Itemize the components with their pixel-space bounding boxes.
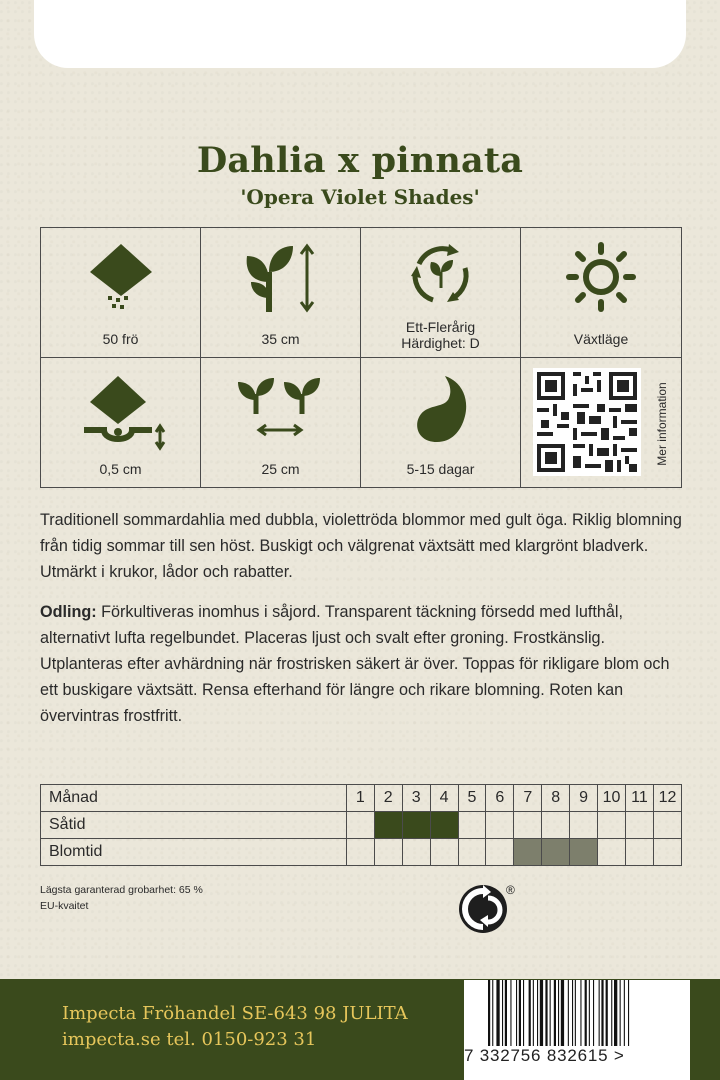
- barcode-bar: [488, 980, 490, 1046]
- barcode-bar: [523, 980, 524, 1046]
- barcode-bar: [572, 980, 573, 1046]
- barcode-number: 7 332756 832615 >: [464, 1046, 625, 1065]
- barcode-bars: [486, 980, 674, 1046]
- more-info-label: Mer information: [655, 381, 669, 466]
- calendar-cell: [514, 812, 542, 839]
- barcode-bar: [580, 980, 581, 1046]
- month-number: 6: [486, 785, 514, 812]
- barcode-bar: [558, 980, 559, 1046]
- barcode-bar: [496, 980, 499, 1046]
- calendar-cell: [486, 839, 514, 866]
- info-cell-depth: [41, 358, 201, 488]
- barcode-bar: [611, 980, 612, 1046]
- info-cell-lifecycle: [361, 228, 521, 358]
- life-cycle-label: [361, 319, 520, 351]
- life-cycle-icon: [409, 242, 473, 306]
- calendar-row-label: Såtid: [41, 812, 347, 839]
- germination-guarantee: Lägsta garanterad grobarhet: 65 %: [40, 884, 203, 896]
- calendar-header-row: [41, 785, 682, 812]
- position-label: Växtläge: [573, 330, 629, 347]
- month-number: 12: [653, 785, 681, 812]
- hardiness-text: Härdighet: D: [401, 334, 480, 351]
- calendar-cell: [514, 839, 542, 866]
- barcode-bar: [492, 980, 493, 1046]
- calendar-cell: [486, 812, 514, 839]
- sowing-calendar: [40, 784, 682, 866]
- calendar-cell: [570, 839, 598, 866]
- calendar-cell: [625, 839, 653, 866]
- barcode-bar: [550, 980, 551, 1046]
- calendar-cell: [653, 812, 681, 839]
- cultivation-body: Förkultiveras inomhus i såjord. Transparent täckning försedd med lufthål, alternativt lufta regelbundet. Placeras ljust och svalt efter groning. Frostkänslig. Utplanteras efter avhärdning när frostrisken säkert är över. Toppas för rikligare blom och ett buskigare växtsätt. Rensa efterhand för längre och rikare blomning. Roten kan övervintras frostfritt.: [40, 603, 670, 725]
- calendar-cell: [458, 812, 486, 839]
- calendar-cell: [346, 812, 374, 839]
- month-header-label: Månad: [41, 785, 347, 812]
- seed-count-label: 50 frö: [102, 330, 139, 347]
- plant-spacing-label: 25 cm: [261, 461, 300, 477]
- barcode-bar: [593, 980, 594, 1046]
- barcode-bar: [561, 980, 564, 1046]
- barcode-bar: [505, 980, 507, 1046]
- barcode-bar: [516, 980, 517, 1046]
- sun-icon: [566, 242, 636, 312]
- calendar-cell: [458, 839, 486, 866]
- spacing-icon: [236, 372, 326, 442]
- calendar-row-flowering: [41, 839, 682, 866]
- germination-icon: [411, 372, 471, 444]
- calendar-row-sowing: [41, 812, 682, 839]
- germination-time-label: 5-15 dagar: [406, 461, 475, 477]
- barcode-bar: [545, 980, 547, 1046]
- barcode-bar: [589, 980, 590, 1046]
- calendar-cell: [430, 839, 458, 866]
- calendar-cell: [542, 812, 570, 839]
- calendar-cell: [542, 839, 570, 866]
- barcode-bar: [575, 980, 576, 1046]
- quality-note: EU-kvaitet: [40, 900, 89, 912]
- calendar-cell: [402, 839, 430, 866]
- month-number: 4: [430, 785, 458, 812]
- calendar-cell: [402, 812, 430, 839]
- life-cycle-text: Ett-Flerårig: [405, 318, 476, 335]
- plant-height-icon: [241, 242, 321, 314]
- barcode-bar: [628, 980, 629, 1046]
- info-cell-height: [201, 228, 361, 358]
- calendar-cell: [598, 839, 626, 866]
- cultivation-heading: Odling:: [40, 603, 97, 621]
- barcode-bar: [519, 980, 521, 1046]
- plant-height-label: 35 cm: [261, 330, 300, 347]
- calendar-cell: [430, 812, 458, 839]
- month-number: 1: [346, 785, 374, 812]
- calendar-cell: [598, 812, 626, 839]
- company-address: Impecta Fröhandel SE-643 98 JULITA: [62, 1003, 408, 1024]
- cultivation-text: [40, 599, 690, 729]
- page-title: Dahlia x pinnata: [196, 140, 524, 181]
- barcode-bar: [599, 980, 600, 1046]
- info-grid: [40, 227, 682, 488]
- barcode-bar: [537, 980, 538, 1046]
- info-cell-qr[interactable]: [521, 358, 681, 488]
- barcode-bar: [620, 980, 621, 1046]
- info-cell-seeds: [41, 228, 201, 358]
- info-cell-position: [521, 228, 681, 358]
- qr-code-icon[interactable]: [533, 368, 641, 476]
- barcode-bar: [529, 980, 531, 1046]
- month-number: 8: [542, 785, 570, 812]
- info-cell-spacing: [201, 358, 361, 488]
- calendar-cell: [346, 839, 374, 866]
- company-contact: impecta.se tel. 0150-923 31: [62, 1029, 317, 1050]
- sowing-depth-icon: [76, 372, 166, 452]
- month-number: 3: [402, 785, 430, 812]
- calendar-cell: [374, 839, 402, 866]
- barcode-bar: [614, 980, 617, 1046]
- registered-mark: ®: [506, 883, 515, 897]
- hang-hole: [34, 0, 686, 68]
- barcode-bar: [585, 980, 587, 1046]
- month-number: 10: [598, 785, 626, 812]
- barcode-bar: [568, 980, 569, 1046]
- calendar-cell: [625, 812, 653, 839]
- cultivar-subtitle: 'Opera Violet Shades': [240, 185, 480, 209]
- barcode-bar: [554, 980, 556, 1046]
- month-number: 7: [514, 785, 542, 812]
- calendar-row-label: Blomtid: [41, 839, 347, 866]
- barcode: [464, 980, 690, 1080]
- description-text: Traditionell sommardahlia med dubbla, violettröda blommor med gult öga. Riklig blomning från tidig sommar till sen höst. Buskigt och välgrenat växtsätt med klargrönt bladverk. Utmärkt i krukor, lådor och rabatter.: [40, 511, 682, 581]
- calendar-cell: [653, 839, 681, 866]
- month-number: 11: [625, 785, 653, 812]
- green-dot-recycle-icon: [458, 882, 522, 936]
- calendar-cell: [570, 812, 598, 839]
- info-cell-germination: [361, 358, 521, 488]
- barcode-bar: [601, 980, 603, 1046]
- month-number: 5: [458, 785, 486, 812]
- barcode-bar: [540, 980, 543, 1046]
- month-number: 2: [374, 785, 402, 812]
- sowing-depth-label: 0,5 cm: [99, 461, 142, 477]
- barcode-bar: [624, 980, 625, 1046]
- barcode-bar: [510, 980, 511, 1046]
- month-number: 9: [570, 785, 598, 812]
- barcode-bar: [533, 980, 534, 1046]
- barcode-bar: [502, 980, 503, 1046]
- barcode-bar: [606, 980, 608, 1046]
- calendar-cell: [374, 812, 402, 839]
- seed-packet-icon: [86, 242, 156, 312]
